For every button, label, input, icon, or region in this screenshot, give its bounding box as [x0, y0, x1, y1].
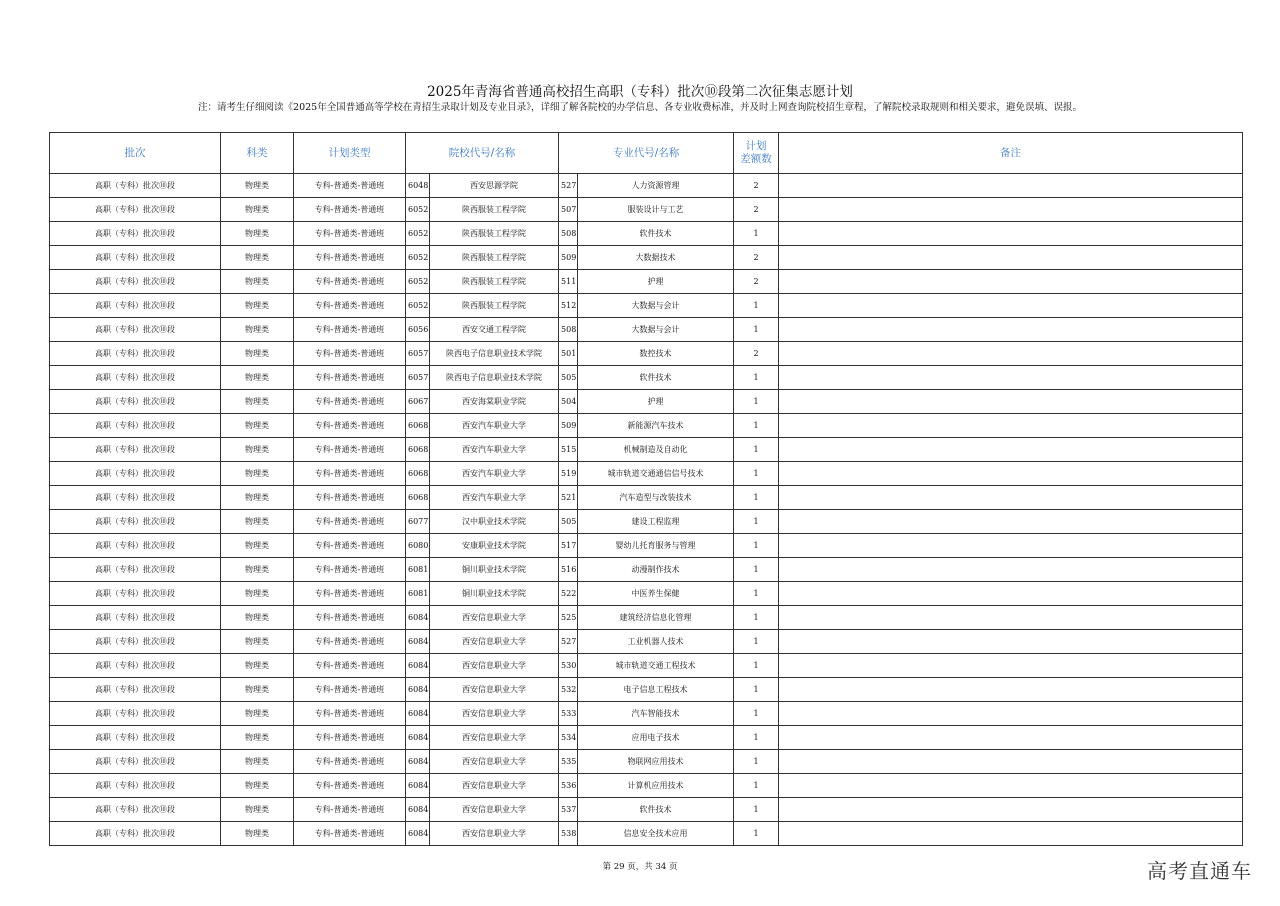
cell-school-name: 西安信息职业大学 — [430, 726, 559, 750]
cell-quota: 2 — [734, 198, 779, 222]
cell-remark — [779, 798, 1243, 822]
cell-major-code: 516 — [559, 558, 578, 582]
cell-school-name: 西安信息职业大学 — [430, 798, 559, 822]
cell-batch: 高职（专科）批次⑩段 — [50, 750, 221, 774]
cell-school-name: 西安信息职业大学 — [430, 702, 559, 726]
cell-quota: 1 — [734, 630, 779, 654]
cell-major-code: 525 — [559, 606, 578, 630]
cell-batch: 高职（专科）批次⑩段 — [50, 486, 221, 510]
cell-subject: 物理类 — [221, 342, 294, 366]
cell-quota: 2 — [734, 246, 779, 270]
header-quota-line1: 计划 — [745, 140, 767, 152]
cell-subject: 物理类 — [221, 510, 294, 534]
cell-subject: 物理类 — [221, 390, 294, 414]
cell-subject: 物理类 — [221, 198, 294, 222]
cell-batch: 高职（专科）批次⑩段 — [50, 366, 221, 390]
cell-school-name: 西安信息职业大学 — [430, 678, 559, 702]
cell-school-code: 6052 — [406, 246, 430, 270]
cell-plan-type: 专科-普通类-普通班 — [294, 678, 406, 702]
cell-major-name: 大数据与会计 — [578, 318, 734, 342]
cell-quota: 1 — [734, 606, 779, 630]
cell-school-code: 6052 — [406, 198, 430, 222]
cell-batch: 高职（专科）批次⑩段 — [50, 510, 221, 534]
cell-subject: 物理类 — [221, 486, 294, 510]
cell-school-name: 铜川职业技术学院 — [430, 558, 559, 582]
cell-remark — [779, 486, 1243, 510]
cell-plan-type: 专科-普通类-普通班 — [294, 222, 406, 246]
cell-batch: 高职（专科）批次⑩段 — [50, 798, 221, 822]
cell-batch: 高职（专科）批次⑩段 — [50, 414, 221, 438]
table-body — [50, 174, 1243, 846]
cell-school-code: 6052 — [406, 270, 430, 294]
cell-subject: 物理类 — [221, 414, 294, 438]
page-number: 第 29 页，共 34 页 — [602, 862, 678, 872]
cell-major-name: 大数据技术 — [578, 246, 734, 270]
cell-quota: 1 — [734, 726, 779, 750]
cell-subject: 物理类 — [221, 270, 294, 294]
cell-subject: 物理类 — [221, 678, 294, 702]
cell-subject: 物理类 — [221, 654, 294, 678]
cell-subject: 物理类 — [221, 630, 294, 654]
cell-quota: 1 — [734, 750, 779, 774]
cell-batch: 高职（专科）批次⑩段 — [50, 246, 221, 270]
cell-plan-type: 专科-普通类-普通班 — [294, 822, 406, 846]
cell-school-name: 西安交通工程学院 — [430, 318, 559, 342]
cell-batch: 高职（专科）批次⑩段 — [50, 606, 221, 630]
table-row — [50, 798, 1243, 822]
cell-school-name: 西安思源学院 — [430, 174, 559, 198]
cell-subject: 物理类 — [221, 750, 294, 774]
cell-remark — [779, 198, 1243, 222]
cell-remark — [779, 582, 1243, 606]
cell-subject: 物理类 — [221, 534, 294, 558]
cell-quota: 1 — [734, 318, 779, 342]
cell-major-name: 信息安全技术应用 — [578, 822, 734, 846]
cell-plan-type: 专科-普通类-普通班 — [294, 558, 406, 582]
cell-remark — [779, 462, 1243, 486]
document-title: 2025年青海省普通高校招生高职（专科）批次⑩段第二次征集志愿计划 — [427, 84, 853, 100]
table-row — [50, 774, 1243, 798]
cell-school-name: 西安信息职业大学 — [430, 654, 559, 678]
cell-school-name: 西安信息职业大学 — [430, 774, 559, 798]
cell-school-code: 6084 — [406, 726, 430, 750]
table-row — [50, 270, 1243, 294]
cell-plan-type: 专科-普通类-普通班 — [294, 510, 406, 534]
cell-plan-type: 专科-普通类-普通班 — [294, 606, 406, 630]
cell-remark — [779, 630, 1243, 654]
cell-major-name: 应用电子技术 — [578, 726, 734, 750]
cell-plan-type: 专科-普通类-普通班 — [294, 798, 406, 822]
cell-quota: 1 — [734, 366, 779, 390]
cell-school-code: 6084 — [406, 702, 430, 726]
cell-remark — [779, 366, 1243, 390]
cell-batch: 高职（专科）批次⑩段 — [50, 198, 221, 222]
cell-quota: 1 — [734, 654, 779, 678]
cell-school-code: 6081 — [406, 558, 430, 582]
cell-school-code: 6068 — [406, 462, 430, 486]
cell-batch: 高职（专科）批次⑩段 — [50, 294, 221, 318]
table-row — [50, 390, 1243, 414]
cell-subject: 物理类 — [221, 294, 294, 318]
cell-school-name: 陕西服装工程学院 — [430, 222, 559, 246]
cell-major-code: 534 — [559, 726, 578, 750]
cell-school-name: 西安信息职业大学 — [430, 630, 559, 654]
cell-major-code: 508 — [559, 318, 578, 342]
cell-quota: 1 — [734, 822, 779, 846]
cell-plan-type: 专科-普通类-普通班 — [294, 294, 406, 318]
cell-quota: 1 — [734, 462, 779, 486]
cell-school-code: 6081 — [406, 582, 430, 606]
plan-table — [49, 132, 1243, 846]
table-row — [50, 702, 1243, 726]
cell-major-name: 服装设计与工艺 — [578, 198, 734, 222]
document-note: 注：请考生仔细阅读《2025年全国普通高等学校在青招生录取计划及专业目录》，详细了解各院校的办学信息、各专业收费标准，并及时上网查询院校招生章程，了解院校录取规则和相关要求，避免误填、误报。 — [198, 102, 1082, 113]
cell-major-code: 527 — [559, 174, 578, 198]
cell-plan-type: 专科-普通类-普通班 — [294, 174, 406, 198]
cell-school-name: 西安汽车职业大学 — [430, 438, 559, 462]
cell-remark — [779, 390, 1243, 414]
cell-subject: 物理类 — [221, 822, 294, 846]
cell-major-code: 507 — [559, 198, 578, 222]
cell-batch: 高职（专科）批次⑩段 — [50, 438, 221, 462]
cell-remark — [779, 510, 1243, 534]
cell-school-code: 6084 — [406, 606, 430, 630]
cell-remark — [779, 222, 1243, 246]
cell-batch: 高职（专科）批次⑩段 — [50, 822, 221, 846]
table-row — [50, 750, 1243, 774]
cell-subject: 物理类 — [221, 174, 294, 198]
cell-quota: 1 — [734, 294, 779, 318]
cell-remark — [779, 702, 1243, 726]
cell-school-code: 6080 — [406, 534, 430, 558]
cell-batch: 高职（专科）批次⑩段 — [50, 630, 221, 654]
cell-major-name: 计算机应用技术 — [578, 774, 734, 798]
cell-school-code: 6084 — [406, 678, 430, 702]
cell-plan-type: 专科-普通类-普通班 — [294, 390, 406, 414]
cell-major-name: 建设工程监理 — [578, 510, 734, 534]
cell-major-code: 508 — [559, 222, 578, 246]
table-row — [50, 246, 1243, 270]
cell-batch: 高职（专科）批次⑩段 — [50, 534, 221, 558]
cell-school-code: 6057 — [406, 342, 430, 366]
cell-major-code: 501 — [559, 342, 578, 366]
cell-major-code: 533 — [559, 702, 578, 726]
cell-remark — [779, 726, 1243, 750]
cell-school-name: 陕西服装工程学院 — [430, 294, 559, 318]
cell-major-name: 数控技术 — [578, 342, 734, 366]
cell-subject: 物理类 — [221, 558, 294, 582]
cell-remark — [779, 558, 1243, 582]
cell-plan-type: 专科-普通类-普通班 — [294, 630, 406, 654]
cell-batch: 高职（专科）批次⑩段 — [50, 270, 221, 294]
cell-batch: 高职（专科）批次⑩段 — [50, 462, 221, 486]
cell-major-name: 婴幼儿托育服务与管理 — [578, 534, 734, 558]
cell-school-code: 6067 — [406, 390, 430, 414]
cell-remark — [779, 270, 1243, 294]
table-row — [50, 342, 1243, 366]
cell-school-name: 汉中职业技术学院 — [430, 510, 559, 534]
table-row — [50, 654, 1243, 678]
cell-major-name: 大数据与会计 — [578, 294, 734, 318]
cell-plan-type: 专科-普通类-普通班 — [294, 702, 406, 726]
header-plan-type: 计划类型 — [294, 133, 406, 174]
cell-quota: 1 — [734, 510, 779, 534]
cell-major-code: 535 — [559, 750, 578, 774]
cell-school-code: 6077 — [406, 510, 430, 534]
cell-major-name: 软件技术 — [578, 798, 734, 822]
cell-plan-type: 专科-普通类-普通班 — [294, 318, 406, 342]
cell-remark — [779, 654, 1243, 678]
table-row — [50, 486, 1243, 510]
cell-major-name: 软件技术 — [578, 222, 734, 246]
table-row — [50, 726, 1243, 750]
cell-quota: 1 — [734, 774, 779, 798]
cell-subject: 物理类 — [221, 606, 294, 630]
cell-school-name: 陕西服装工程学院 — [430, 270, 559, 294]
cell-quota: 1 — [734, 486, 779, 510]
cell-batch: 高职（专科）批次⑩段 — [50, 174, 221, 198]
table-row — [50, 534, 1243, 558]
cell-school-name: 陕西服装工程学院 — [430, 246, 559, 270]
header-quota — [734, 133, 779, 174]
cell-major-name: 动漫制作技术 — [578, 558, 734, 582]
table-row — [50, 438, 1243, 462]
table-row — [50, 174, 1243, 198]
cell-subject: 物理类 — [221, 462, 294, 486]
cell-major-code: 521 — [559, 486, 578, 510]
cell-major-name: 护理 — [578, 390, 734, 414]
cell-major-name: 城市轨道交通工程技术 — [578, 654, 734, 678]
cell-subject: 物理类 — [221, 702, 294, 726]
cell-major-code: 511 — [559, 270, 578, 294]
cell-school-code: 6068 — [406, 486, 430, 510]
cell-major-name: 人力资源管理 — [578, 174, 734, 198]
table-row — [50, 822, 1243, 846]
table-header-row — [50, 133, 1243, 174]
table-row — [50, 678, 1243, 702]
cell-plan-type: 专科-普通类-普通班 — [294, 750, 406, 774]
cell-major-name: 汽车造型与改装技术 — [578, 486, 734, 510]
cell-major-code: 512 — [559, 294, 578, 318]
cell-major-code: 536 — [559, 774, 578, 798]
header-major: 专业代号/名称 — [559, 133, 734, 174]
cell-major-name: 软件技术 — [578, 366, 734, 390]
cell-school-name: 西安汽车职业大学 — [430, 462, 559, 486]
cell-school-name: 陕西服装工程学院 — [430, 198, 559, 222]
cell-major-code: 505 — [559, 366, 578, 390]
cell-subject: 物理类 — [221, 582, 294, 606]
cell-major-name: 工业机器人技术 — [578, 630, 734, 654]
cell-major-code: 509 — [559, 246, 578, 270]
cell-batch: 高职（专科）批次⑩段 — [50, 222, 221, 246]
cell-batch: 高职（专科）批次⑩段 — [50, 582, 221, 606]
table-row — [50, 582, 1243, 606]
cell-plan-type: 专科-普通类-普通班 — [294, 774, 406, 798]
cell-batch: 高职（专科）批次⑩段 — [50, 390, 221, 414]
cell-batch: 高职（专科）批次⑩段 — [50, 726, 221, 750]
cell-major-code: 538 — [559, 822, 578, 846]
cell-quota: 1 — [734, 390, 779, 414]
cell-batch: 高职（专科）批次⑩段 — [50, 654, 221, 678]
cell-major-code: 532 — [559, 678, 578, 702]
cell-quota: 1 — [734, 798, 779, 822]
cell-school-name: 陕西电子信息职业技术学院 — [430, 342, 559, 366]
cell-major-name: 新能源汽车技术 — [578, 414, 734, 438]
cell-major-name: 机械制造及自动化 — [578, 438, 734, 462]
cell-major-code: 519 — [559, 462, 578, 486]
cell-quota: 1 — [734, 582, 779, 606]
cell-batch: 高职（专科）批次⑩段 — [50, 318, 221, 342]
cell-school-name: 西安信息职业大学 — [430, 822, 559, 846]
cell-major-name: 电子信息工程技术 — [578, 678, 734, 702]
cell-school-code: 6056 — [406, 318, 430, 342]
cell-plan-type: 专科-普通类-普通班 — [294, 534, 406, 558]
watermark-text: 高考直通车 — [1147, 859, 1252, 883]
table-row — [50, 318, 1243, 342]
cell-major-code: 527 — [559, 630, 578, 654]
cell-major-code: 509 — [559, 414, 578, 438]
cell-plan-type: 专科-普通类-普通班 — [294, 654, 406, 678]
cell-remark — [779, 678, 1243, 702]
cell-plan-type: 专科-普通类-普通班 — [294, 486, 406, 510]
cell-plan-type: 专科-普通类-普通班 — [294, 582, 406, 606]
table-row — [50, 630, 1243, 654]
table-row — [50, 558, 1243, 582]
cell-major-code: 537 — [559, 798, 578, 822]
cell-major-name: 城市轨道交通通信信号技术 — [578, 462, 734, 486]
cell-school-code: 6048 — [406, 174, 430, 198]
header-quota-line2: 差额数 — [740, 153, 772, 165]
header-remark: 备注 — [779, 133, 1243, 174]
cell-school-name: 西安汽车职业大学 — [430, 414, 559, 438]
cell-subject: 物理类 — [221, 438, 294, 462]
table-row — [50, 606, 1243, 630]
cell-subject: 物理类 — [221, 318, 294, 342]
cell-remark — [779, 774, 1243, 798]
cell-batch: 高职（专科）批次⑩段 — [50, 702, 221, 726]
cell-major-name: 建筑经济信息化管理 — [578, 606, 734, 630]
cell-plan-type: 专科-普通类-普通班 — [294, 414, 406, 438]
cell-remark — [779, 438, 1243, 462]
cell-plan-type: 专科-普通类-普通班 — [294, 198, 406, 222]
cell-major-code: 517 — [559, 534, 578, 558]
cell-batch: 高职（专科）批次⑩段 — [50, 342, 221, 366]
cell-school-code: 6084 — [406, 750, 430, 774]
cell-subject: 物理类 — [221, 366, 294, 390]
cell-school-code: 6084 — [406, 654, 430, 678]
cell-quota: 2 — [734, 342, 779, 366]
header-school: 院校代号/名称 — [406, 133, 559, 174]
table-row — [50, 462, 1243, 486]
cell-plan-type: 专科-普通类-普通班 — [294, 246, 406, 270]
cell-major-name: 中医养生保健 — [578, 582, 734, 606]
header-batch: 批次 — [50, 133, 221, 174]
cell-school-code: 6084 — [406, 630, 430, 654]
table-row — [50, 198, 1243, 222]
cell-batch: 高职（专科）批次⑩段 — [50, 558, 221, 582]
table-row — [50, 366, 1243, 390]
cell-plan-type: 专科-普通类-普通班 — [294, 462, 406, 486]
table-row — [50, 222, 1243, 246]
cell-school-name: 陕西电子信息职业技术学院 — [430, 366, 559, 390]
cell-plan-type: 专科-普通类-普通班 — [294, 366, 406, 390]
cell-remark — [779, 246, 1243, 270]
cell-major-code: 530 — [559, 654, 578, 678]
cell-school-code: 6068 — [406, 414, 430, 438]
cell-major-code: 504 — [559, 390, 578, 414]
table-row — [50, 294, 1243, 318]
cell-remark — [779, 414, 1243, 438]
cell-major-name: 物联网应用技术 — [578, 750, 734, 774]
cell-school-name: 西安海棠职业学院 — [430, 390, 559, 414]
cell-school-code: 6084 — [406, 774, 430, 798]
cell-quota: 1 — [734, 414, 779, 438]
cell-remark — [779, 750, 1243, 774]
cell-school-code: 6084 — [406, 822, 430, 846]
cell-school-code: 6057 — [406, 366, 430, 390]
cell-quota: 1 — [734, 678, 779, 702]
cell-remark — [779, 318, 1243, 342]
cell-major-code: 522 — [559, 582, 578, 606]
cell-plan-type: 专科-普通类-普通班 — [294, 438, 406, 462]
cell-school-code: 6052 — [406, 222, 430, 246]
cell-batch: 高职（专科）批次⑩段 — [50, 774, 221, 798]
cell-major-name: 护理 — [578, 270, 734, 294]
cell-quota: 1 — [734, 558, 779, 582]
cell-school-name: 西安信息职业大学 — [430, 750, 559, 774]
cell-subject: 物理类 — [221, 222, 294, 246]
cell-school-name: 西安汽车职业大学 — [430, 486, 559, 510]
cell-quota: 1 — [734, 222, 779, 246]
cell-subject: 物理类 — [221, 798, 294, 822]
cell-school-name: 铜川职业技术学院 — [430, 582, 559, 606]
cell-major-name: 汽车智能技术 — [578, 702, 734, 726]
cell-school-code: 6052 — [406, 294, 430, 318]
cell-remark — [779, 534, 1243, 558]
cell-remark — [779, 606, 1243, 630]
table-row — [50, 510, 1243, 534]
cell-quota: 2 — [734, 270, 779, 294]
cell-subject: 物理类 — [221, 246, 294, 270]
cell-plan-type: 专科-普通类-普通班 — [294, 342, 406, 366]
cell-plan-type: 专科-普通类-普通班 — [294, 726, 406, 750]
cell-remark — [779, 822, 1243, 846]
cell-school-code: 6068 — [406, 438, 430, 462]
cell-school-code: 6084 — [406, 798, 430, 822]
cell-remark — [779, 342, 1243, 366]
cell-school-name: 安康职业技术学院 — [430, 534, 559, 558]
cell-major-code: 515 — [559, 438, 578, 462]
table-row — [50, 414, 1243, 438]
cell-subject: 物理类 — [221, 726, 294, 750]
cell-quota: 1 — [734, 534, 779, 558]
cell-quota: 2 — [734, 174, 779, 198]
cell-remark — [779, 174, 1243, 198]
cell-subject: 物理类 — [221, 774, 294, 798]
cell-quota: 1 — [734, 438, 779, 462]
cell-school-name: 西安信息职业大学 — [430, 606, 559, 630]
header-subject: 科类 — [221, 133, 294, 174]
cell-quota: 1 — [734, 702, 779, 726]
cell-major-code: 505 — [559, 510, 578, 534]
cell-batch: 高职（专科）批次⑩段 — [50, 678, 221, 702]
cell-remark — [779, 294, 1243, 318]
cell-plan-type: 专科-普通类-普通班 — [294, 270, 406, 294]
